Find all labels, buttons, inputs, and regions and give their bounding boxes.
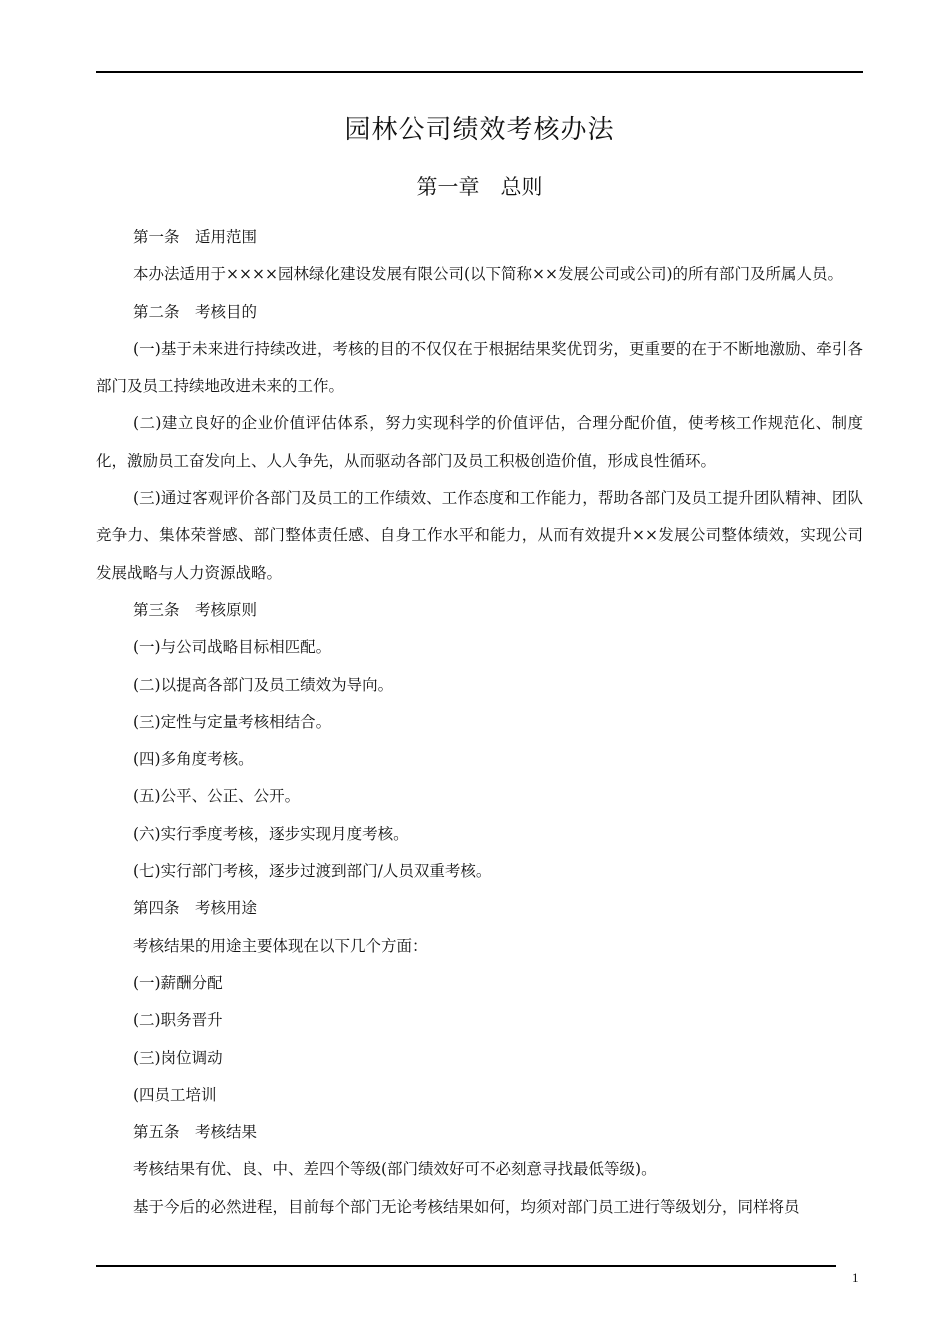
paragraph: 基于今后的必然进程，目前每个部门无论考核结果如何，均须对部门员工进行等级划分，同样将员 <box>133 1197 800 1216</box>
list-item: (三)岗位调动 <box>133 1048 223 1067</box>
article-heading: 第一条 适用范围 <box>133 228 258 246</box>
paragraph: (一)基于未来进行持续改进，考核的目的不仅仅在于根据结果奖优罚劣，更重要的在于不断地激励、牵引各部门及员工持续地改进未来的工作。 <box>96 339 863 396</box>
paragraph: 本办法适用于××××园林绿化建设发展有限公司(以下简称××发展公司或公司)的所有部门及所属人员。 <box>133 265 844 284</box>
list-item: (五)公平、公正、公开。 <box>133 787 301 806</box>
paragraph: (三)通过客观评价各部门及员工的工作绩效、工作态度和工作能力，帮助各部门及员工提升团队精神、团队竞争力、集体荣誉感、部门整体责任感、自身工作水平和能力，从而有效提升××发展公司整体绩效，实现公司发展战略与人力资源战略。 <box>96 489 863 582</box>
article-heading: 第四条 考核用途 <box>133 899 258 918</box>
paragraph: 考核结果有优、良、中、差四个等级(部门绩效好可不必刻意寻找最低等级)。 <box>133 1160 657 1179</box>
article-heading: 第二条 考核目的 <box>133 302 258 321</box>
article-heading: 第五条 考核结果 <box>133 1123 258 1142</box>
list-item: (二)以提高各部门及员工绩效为导向。 <box>133 675 394 694</box>
footer-rule <box>96 1265 836 1267</box>
list-item: (一)薪酬分配 <box>133 973 223 992</box>
list-item: (四员工培训 <box>133 1085 217 1104</box>
list-item: (七)实行部门考核，逐步过渡到部门/人员双重考核。 <box>133 862 492 881</box>
list-item: (三)定性与定量考核相结合。 <box>133 712 332 731</box>
document-body <box>96 219 863 1226</box>
paragraph: (二)建立良好的企业价值评估体系，努力实现科学的价值评估，合理分配价值，使考核工作规范化、制度化，激励员工奋发向上、人人争先，从而驱动各部门及员工积极创造价值，形成良性循环。 <box>96 414 863 470</box>
page-number: 1 <box>852 1270 859 1285</box>
list-item: (六)实行季度考核，逐步实现月度考核。 <box>133 824 409 843</box>
document-title: 园林公司绩效考核办法 <box>344 115 615 145</box>
list-item: (一)与公司战略目标相匹配。 <box>133 638 332 657</box>
paragraph: 考核结果的用途主要体现在以下几个方面： <box>133 936 428 955</box>
article-heading: 第三条 考核原则 <box>133 600 258 619</box>
list-item: (二)职务晋升 <box>133 1011 223 1030</box>
header-rule <box>96 71 863 73</box>
chapter-heading: 第一章 总则 <box>416 175 543 199</box>
list-item: (四)多角度考核。 <box>133 750 254 769</box>
